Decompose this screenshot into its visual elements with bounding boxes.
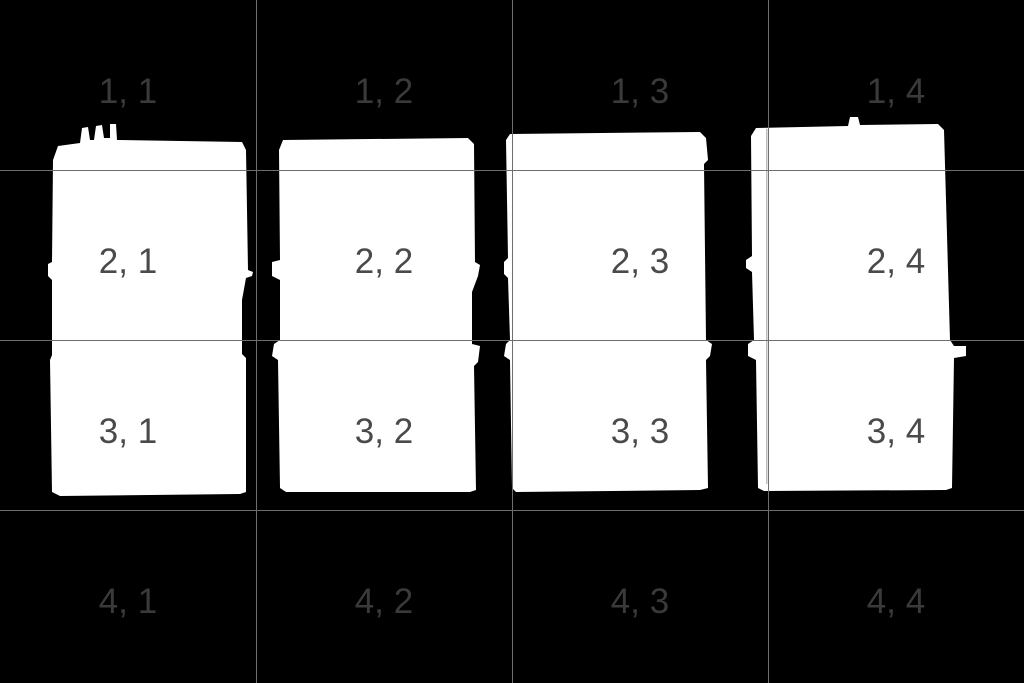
cell-label-3-2: 3, 2	[354, 412, 414, 451]
grid-line-horizontal-3	[0, 510, 1024, 511]
grid-line-horizontal-2	[0, 340, 1024, 341]
grid-line-horizontal-1	[0, 170, 1024, 171]
grid-line-vertical-1	[256, 0, 257, 683]
grid-line-vertical-3	[768, 0, 769, 683]
cell-label-4-2: 4, 2	[354, 582, 414, 621]
cell-label-4-1: 4, 1	[98, 582, 158, 621]
cell-label-2-1: 2, 1	[98, 242, 158, 281]
cell-label-1-3: 1, 3	[610, 72, 670, 111]
cell-label-1-2: 1, 2	[354, 72, 414, 111]
cell-label-3-3: 3, 3	[610, 412, 670, 451]
cell-label-4-4: 4, 4	[866, 582, 926, 621]
cell-label-1-4: 1, 4	[866, 72, 926, 111]
cell-label-3-1: 3, 1	[98, 412, 158, 451]
cell-label-3-4: 3, 4	[866, 412, 926, 451]
cell-label-2-3: 2, 3	[610, 242, 670, 281]
grid-line-vertical-2	[512, 0, 513, 683]
cell-label-2-2: 2, 2	[354, 242, 414, 281]
cell-label-1-1: 1, 1	[98, 72, 158, 111]
cell-label-4-3: 4, 3	[610, 582, 670, 621]
cell-label-2-4: 2, 4	[866, 242, 926, 281]
